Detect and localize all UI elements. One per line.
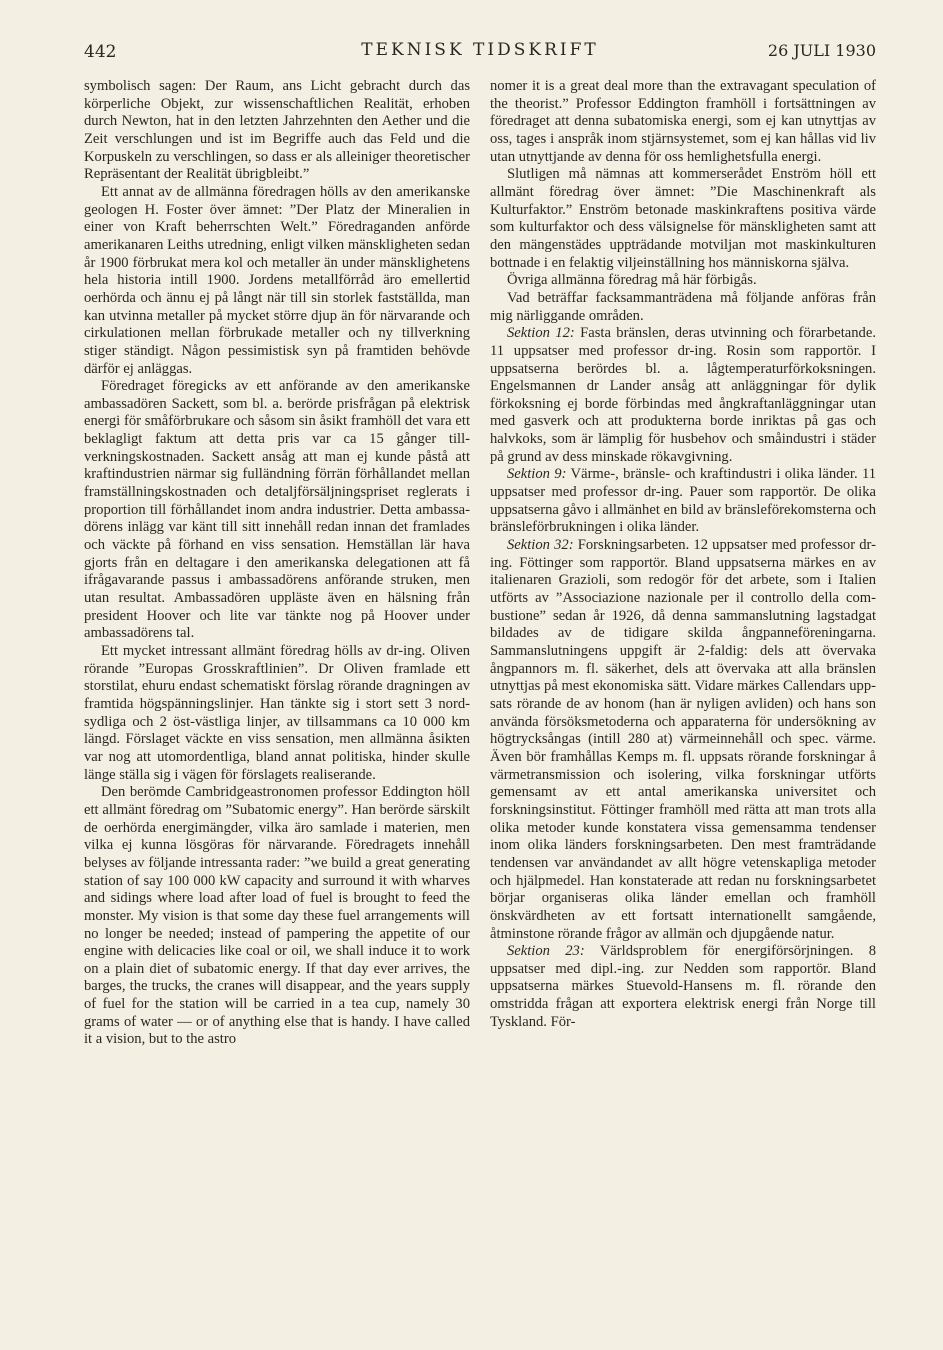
paragraph: Föredraget föregicks av ett anförande av den amerikanske ambassadören Sackett, som bl. a. berörde prisfrågan på elektrisk energi för småförbrukare och såsom sin åsikt framhöll det vara ett beklagligt faktum att detta pris var ca 15 gånger tillverkningskostnaden. Sackett ansåg att man ej kunde påstå att kraftindustrien närmar sig fulländning förrän förhållandet mellan framställningskostnaden och detaljförsäljningspriset reglerats i proportion till förhållandet inom andra industrier. Detta ambassadörens inlägg var känt till sitt innehåll redan innan det framlades och väckte på förhand en viss sensation. Hemställan lär hava gjorts från en deltagare i den amerikanska delegationen att få ifrågavarande passus i ambassadörens anförande struken, men utan resultat. Ambassadören uppläste även en hälsning från president Hoover och lite var tänkte nog på Hoover under ambassadörens tal.	[84, 378, 470, 642]
paragraph	[490, 78, 876, 166]
right-column	[490, 78, 876, 1031]
section-paragraph	[490, 325, 876, 466]
paragraph	[490, 166, 876, 272]
section-paragraph	[490, 943, 876, 1031]
paragraph: Ett mycket intressant allmänt föredrag hölls av dr-ing. Oliven rörande ”Europas Grosskraftlinien”. Dr Oliven framlade ett storstilat, ehuru endast schematiskt förslag rörande dragningen av framtida högspänningslinjer. Han tänkte sig i stort sett 3 nordsydliga och 2 öst-västliga linjer, av tillsammans ca 10 000 km längd. Förslaget väckte en viss sensation, men allmänna åsikten var nog att utomordentliga, bland annat politiska, hinder skulle länge ställa sig i vägen för förslagets realiserande.	[84, 643, 470, 783]
section-label: Sektion 9:	[507, 466, 567, 483]
paragraph-text: Fasta bränslen, deras utvinning och förarbetande. 11 uppsatser med professor dr-ing. Rosin som rapportör. I uppsatserna berördes bl. a. lågtemperaturförkoksningen. Engelsmannen dr Lander ansåg att anläggningar för dylik förkoksning ej borde förbindas med ångkraftanläggningar utan med gasverk och att produkterna borde inriktas på gas och halvkoks, som är lämplig för husbehov och småindustri i städer på grund av dess minskade rökavgivning.	[490, 325, 876, 465]
paragraph: Ett annat av de allmänna föredragen hölls av den amerikanske geologen H. Foster över ämnet: ”Der Platz der Mineralien in einer von Kraft beherrschten Welt.” Föredraganden anförde amerikanaren Leiths utredning, enligt vilken mänskligheten sedan år 1900 förbrukat mera kol och metaller än under mänsklighetens hela historia intill 1900. Jordens metallförråd äro emellertid oerhörda och ännu ej på långt när till sin storlek fastställda, man kan utvinna metaller på mycket större djup än för närvarande och cirkulationen mellan förbrukade metaller och ny tillverkning stiger ständigt. Någon pessimistisk syn på framtiden behövde därför ej anläggas.	[84, 183, 470, 377]
paragraph-text: nomer it is a great deal more than the extravagant speculation of the theorist.” Professor Eddington framhöll i fortsättningen av föredraget att denna subatomiska energi, som ej kan utnyttjas av oss, tages i anspråk inom stjärnsystemet, som ej kan hållas vid liv utan utnyttjande av denna för oss hemlighetsfulla energi.	[490, 78, 876, 165]
paragraph-text: Forskningsarbeten. 12 uppsatser med professor dr-ing. Föttinger som rapportör. Bland uppsatserna märkes en av italienaren Grazioli, som redogör för det arbete, som i Italien utförts av ”Associazione nazionale per il controllo della combustione” sedan år 1926, då denna sammanslutning lagstadgat bildades av de tidigare skilda ångpanneföreningarna. Sammanslutningens uppgift är 2-faldig: dels att övervaka ångpannors m. fl. säkerhet, dels att övervaka att alla bränslen utnyttjas på mest ekonomiska sätt. Vidare märkes Callendars uppsats rörande de av honom (han är nyligen avliden) och hans son använda försöksmetoderna och apparaterna för undersökning av högtrycksångas (intill 280 at) värmeinnehåll och spec. värme. Även bör framhållas Kemps m. fl. uppsats rörande forskningar å värmetransmission och isolering, vilka forskningar utförts gemensamt av ett antal amerikanska universitet och forskningsinstitut. Föttinger framhöll med rätta att man trots alla olika metoder kunde konstatera vissa gemensamma tendenser inom olika länders forskningsarbeten. Den mest framträdande tendensen var användandet av allt högre vetenskapliga metoder och hjälpmedel. Han konstaterade att redan nu forskningsarbetet börjar organiseras olika länder emellan och framhöll önskvärdheten av ett fortsatt internationellt samgående, åtminstone rörande frågor av allmän och djupgående natur.	[490, 537, 876, 942]
left-column	[84, 78, 470, 1049]
issue-date: 26 JULI 1930	[767, 41, 876, 60]
paragraph	[490, 290, 876, 325]
journal-title: TEKNISK TIDSKRIFT	[361, 40, 599, 60]
section-label: Sektion 12:	[507, 325, 575, 342]
paragraph	[490, 272, 876, 290]
paragraph-text: Värme-, bränsle- och kraftindustri i olika länder. 11 uppsatser med professor dr-ing. Pauer som rapportör. De olika uppsatserna gåvo i allmänhet en bild av bränsleförekomsterna och bränsleförbrukningen i olika länder.	[490, 466, 876, 536]
paragraph: symbolisch sagen: Der Raum, ans Licht gebracht durch das körperliche Objekt, zur wissenschaftlichen Realität, erhoben durch Newton, hat in den letzten Jahrzehnten den Aether und die Zeit verschlungen und ist im Begriffe auch das Feld und die Korpuskeln zu verschlingen, so dass er als alleiniger theoretischer Repräsentant der Realität übrigbleibt.”	[84, 78, 470, 183]
section-label: Sektion 32:	[507, 537, 574, 554]
paragraph-text: Övriga allmänna föredrag må här förbigås.	[507, 272, 757, 289]
section-paragraph	[490, 537, 876, 943]
paragraph-text: Världsproblem för energiförsörjningen. 8 uppsatser med dipl.-ing. zur Nedden som rapportör. Bland uppsatserna märkes Stuevold-Hansens m. fl. rörande den omstridda frågan att exportera elektrisk energi från Norge till Tyskland. För-	[490, 943, 876, 1030]
paragraph-text: Slutligen må nämnas att kommerserådet Enström höll ett allmänt föredrag över ämnet: ”Die Maschinenkraft als Kulturfaktor.” Enström betonade maskinkraftens positiva värde som kulturfaktor och dess välsignelse för mänskligheten samt att den mängenstädes uppträdande motviljan mot maskinkulturen bottnade i en felaktig viljeinställning hos människorna själva.	[490, 166, 876, 271]
section-label: Sektion 23:	[507, 943, 585, 960]
page-number: 442	[84, 42, 117, 62]
section-paragraph	[490, 466, 876, 537]
paragraph: Den berömde Cambridgeastronomen professor Eddington höll ett allmänt föredrag om ”Subatomic energy”. Han berörde särskilt de oerhörda energimängder, vilka äro samlade i materien, men vilka ej kunna lösgöras för närvarande. Föredragets innehåll belyses av följande intressanta rader: ”we build a great generating station of say 100 000 kW capacity and surround it with wharves and sidings where load after load of fuel is brought to feed the monster. My vision is that some day these fuel arrangements will no longer be needed; instead of pampering the appetite of our engine with delicacies like coal or oil, we shall induce it to work on a plain diet of subatomic energy. If that day ever arrives, the barges, the trucks, the cranes will disappear, and the years supply of fuel for the station will be carried in a tea cup, namely 30 grams of water — or of anything else that is handy. I have called it a vision, but to the astro	[84, 784, 470, 1048]
page-header	[84, 38, 876, 68]
paragraph-text: Vad beträffar facksammanträdena må följande anföras från mig närliggande områden.	[490, 289, 876, 324]
